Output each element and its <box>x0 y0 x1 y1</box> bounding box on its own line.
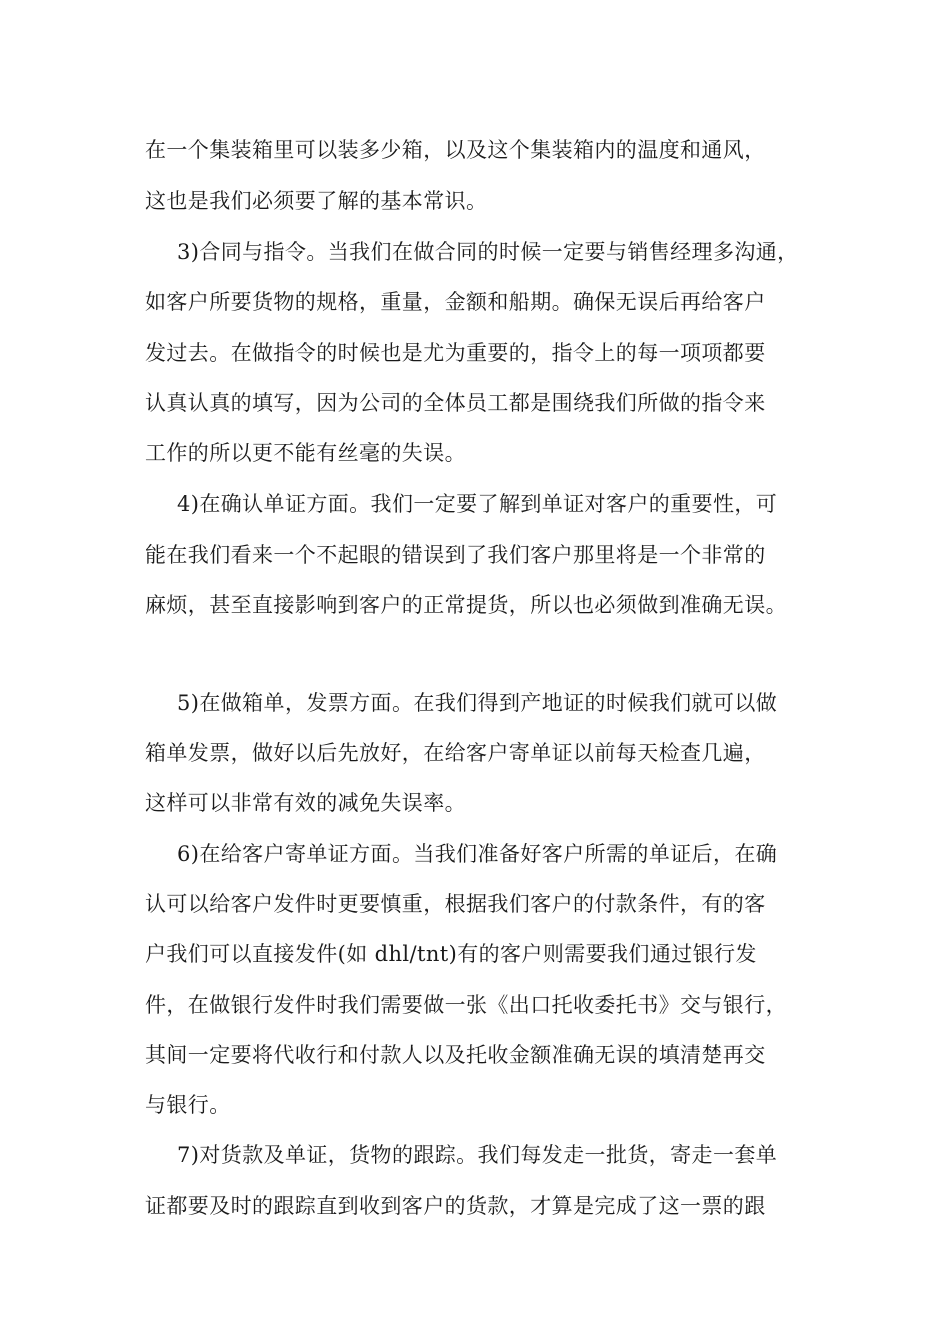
text-line: 这样可以非常有效的减免失误率。 <box>145 791 466 815</box>
paragraph-5-line: 5)在做箱单，发票方面。在我们得到产地证的时候我们就可以做 <box>177 691 778 715</box>
text-line: 这也是我们必须要了解的基本常识。 <box>145 189 488 213</box>
text-line: 麻烦，甚至直接影响到客户的正常提货，所以也必须做到准确无误。 <box>145 593 787 617</box>
text-line: 其间一定要将代收行和付款人以及托收金额准确无误的填清楚再交 <box>145 1043 766 1067</box>
paragraph-6-line: 6)在给客户寄单证方面。当我们准备好客户所需的单证后，在确 <box>177 842 778 866</box>
text-line: 认真认真的填写，因为公司的全体员工都是围绕我们所做的指令来 <box>145 391 766 415</box>
paragraph-3-line: 3)合同与指令。当我们在做合同的时候一定要与销售经理多沟通， <box>177 240 799 264</box>
text-line: 户我们可以直接发件(如 dhl/tnt)有的客户则需要我们通过银行发 <box>145 942 757 966</box>
text-line: 在一个集装箱里可以装多少箱，以及这个集装箱内的温度和通风， <box>145 138 766 162</box>
text-line: 证都要及时的跟踪直到收到客户的货款，才算是完成了这一票的跟 <box>145 1194 766 1218</box>
paragraph-4-line: 4)在确认单证方面。我们一定要了解到单证对客户的重要性，可 <box>177 492 778 516</box>
paragraph-7-line: 7)对货款及单证，货物的跟踪。我们每发走一批货，寄走一套单 <box>177 1143 778 1167</box>
text-line: 发过去。在做指令的时候也是尤为重要的，指令上的每一项项都要 <box>145 341 766 365</box>
text-line: 认可以给客户发件时更要慎重，根据我们客户的付款条件，有的客 <box>145 892 766 916</box>
text-line: 箱单发票，做好以后先放好，在给客户寄单证以前每天检查几遍， <box>145 741 766 765</box>
text-line: 如客户所要货物的规格，重量，金额和船期。确保无误后再给客户 <box>145 290 766 314</box>
text-line: 与银行。 <box>145 1093 231 1117</box>
text-line: 工作的所以更不能有丝毫的失误。 <box>145 441 466 465</box>
text-line: 件，在做银行发件时我们需要做一张《出口托收委托书》交与银行， <box>145 993 787 1017</box>
text-line: 能在我们看来一个不起眼的错误到了我们客户那里将是一个非常的 <box>145 543 766 567</box>
